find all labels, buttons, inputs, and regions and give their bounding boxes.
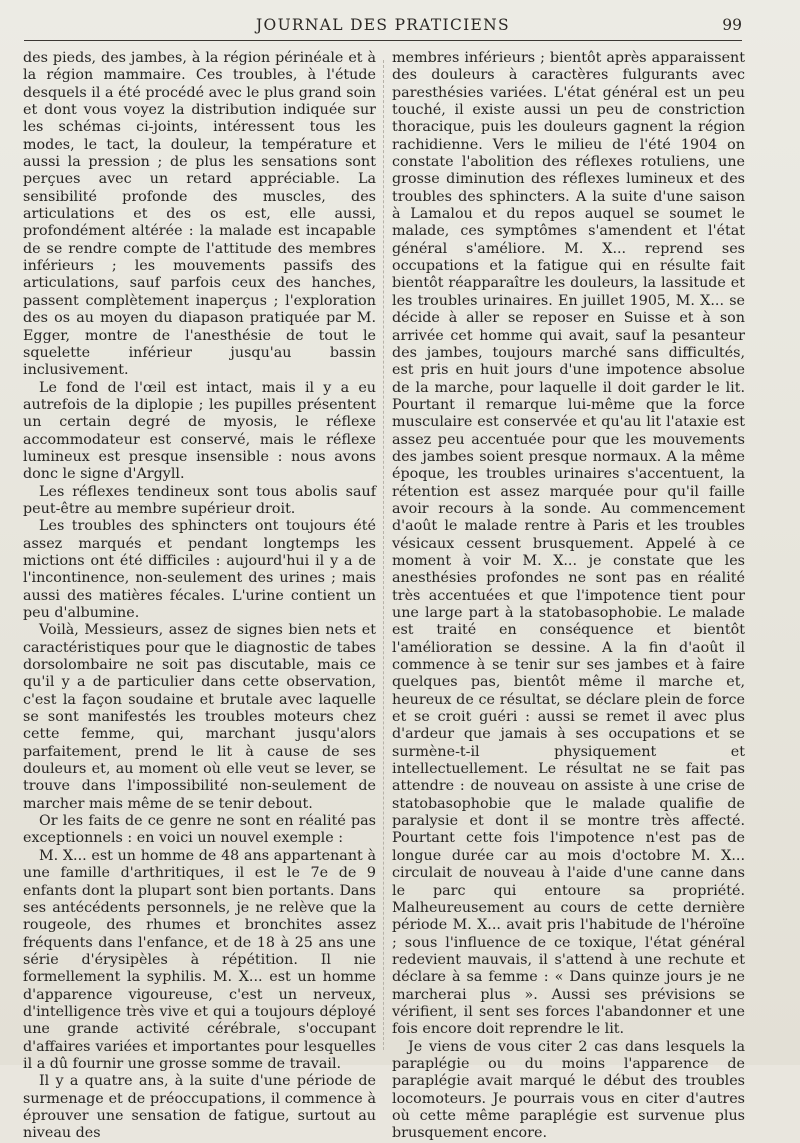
paragraph: des pieds, des jambes, à la région périnéale et à la région mammaire. Ces troubles, à l'étude desquels il a été procédé avec le plus grand soin et dont vous voyez la distribution indiquée sur les schémas ci-joints, intéressent tous les modes, le tact, la douleur, la température et aussi la pression ; de plus les sensations sont perçues avec un retard appréciable. La sensibilité profonde des muscles, des articulations et des os est, elle aussi, profondément altérée : la malade est incapable de se rendre compte de l'attitude des membres inférieurs ; les mouvements passifs des articulations, sauf parfois ceux des hanches, passent complètement inaperçus ; l'exploration des os au moyen du diapason pratiquée par M. Egger, montre de l'anesthésie de tout le squelette inférieur jusqu'au bassin inclusivement. [23,50,376,379]
running-header [24,14,742,41]
text-columns [23,50,745,1142]
left-column [23,50,376,1142]
paragraph: Or les faits de ce genre ne sont en réalité pas exceptionnels : en voici un nouvel exemple : [23,813,376,847]
paragraph: Le fond de l'œil est intact, mais il y a eu autrefois de la diplopie ; les pupilles présentent un certain degré de myosis, le réflexe accommodateur est conservé, mais le réflexe lumineux est presque insensible : nous avons donc le signe d'Argyll. [23,379,376,483]
paragraph: Les réflexes tendineux sont tous abolis sauf peut-être au membre supérieur droit. [23,483,376,517]
right-column [392,50,745,1142]
paragraph: Voilà, Messieurs, assez de signes bien nets et caractéristiques pour que le diagnostic de tabes dorsolombaire ne soit pas discutable, mais ce qu'il y a de particulier dans cette observation, c'est la façon soudaine et brutale avec laquelle se sont manifestés les troubles moteurs chez cette femme, qui, marchant jusqu'alors parfaitement, prend le lit à cause de ses douleurs et, au moment où elle veut se lever, se trouve dans l'impossibilité non-seulement de marcher mais même de se tenir debout. [23,622,376,812]
paragraph: M. X... est un homme de 48 ans appartenant à une famille d'arthritiques, il est le 7e de 9 enfants dont la plupart sont bien portants. Dans ses antécédents personnels, je ne relève que la rougeole, des rhumes et bronchites assez fréquents dans l'enfance, et de 18 à 25 ans une série d'érysipèles à répétition. Il nie formellement la syphilis. M. X... est un homme d'apparence vigoureuse, c'est un nerveux, d'intelligence très vive et qui a toujours déployé une grande activité cérébrale, s'occupant d'affaires variées et importantes pour lesquelles il a dû fournir une grosse somme de travail. [23,847,376,1072]
page-number: 99 [722,16,742,34]
paragraph: Je viens de vous citer 2 cas dans lesquels la paraplégie ou du moins l'apparence de paraplégie avait marqué le début des troubles locomoteurs. Je pourrais vous en citer d'autres où cette même paraplégie est survenue plus brusquement encore. [392,1038,745,1142]
paragraph: membres inférieurs ; bientôt après apparaissent des douleurs à caractères fulgurants avec paresthésies variées. L'état général est un peu touché, il existe aussi un peu de constriction thoracique, puis les douleurs gagnent la région rachidienne. Vers le milieu de l'été 1904 on constate l'abolition des réflexes rotuliens, une grosse diminution des réflexes lumineux et des troubles des sphincters. A la suite d'une saison à Lamalou et du repos auquel se soumet le malade, ces symptômes s'amendent et l'état général s'améliore. M. X... reprend ses occupations et la fatigue qui en résulte fait bientôt réapparaître les douleurs, la lassitude et les troubles urinaires. En juillet 1905, M. X... se décide à aller se reposer en Suisse et à son arrivée cet homme qui avait, sauf la pesanteur des jambes, toujours marché sans difficultés, est pris en huit jours d'une impotence absolue de la marche, pour laquelle il doit garder le lit. Pourtant il remarque lui-même que la force musculaire est conservée et qu'au lit l'ataxie est assez peu accentuée pour que les mouvements des jambes soient presque normaux. A la même époque, les troubles urinaires s'accentuent, la rétention est assez marquée pour qu'il faille avoir recours à la sonde. Au commencement d'août le malade rentre à Paris et les troubles vésicaux cessent brusquement. Appelé à ce moment à voir M. X... je constate que les anesthésies profondes ne sont pas en réalité très accentuées et que l'impotence tient pour une large part à la statobasophobie. Le malade est traité en conséquence et bientôt l'amélioration se dessine. A la fin d'août il commence à se tenir sur ses jambes et à faire quelques pas, bientôt même il marche et, heureux de ce résultat, se déclare plein de force et se croit guéri : aussi se remet il avec plus d'ardeur que jamais à ses occupations et se surmène-t-il physiquement et intellectuellement. Le résultat ne se fait pas attendre : de nouveau on assiste à une crise de statobasophobie que le malade qualifie de paralysie et dont il se montre très affecté. Pourtant cette fois l'impotence n'est pas de longue durée car au mois d'octobre M. X... circulait de nouveau à l'aide d'une canne dans le parc qui entoure sa propriété. Malheureusement au cours de cette dernière période M. X... avait pris l'habitude de l'héroïne ; sous l'influence de ce toxique, l'état général redevient mauvais, il s'attend à une rechute et déclare à sa femme : « Dans quinze jours je ne marcherai plus ». Aussi ses prévisions se vérifient, il sent ses forces l'abandonner et une fois encore doit reprendre le lit. [392,50,745,1038]
journal-title: JOURNAL DES PRATICIENS [256,16,510,34]
paragraph: Les troubles des sphincters ont toujours été assez marqués et pendant longtemps les mictions ont été difficiles : aujourd'hui il y a de l'incontinence, non-seulement des urines ; mais aussi des matières fécales. L'urine contient un peu d'albumine. [23,518,376,621]
paragraph: Il y a quatre ans, à la suite d'une période de surmenage et de préoccupations, il commence à éprouver une sensation de fatigue, surtout au niveau des [23,1073,376,1142]
